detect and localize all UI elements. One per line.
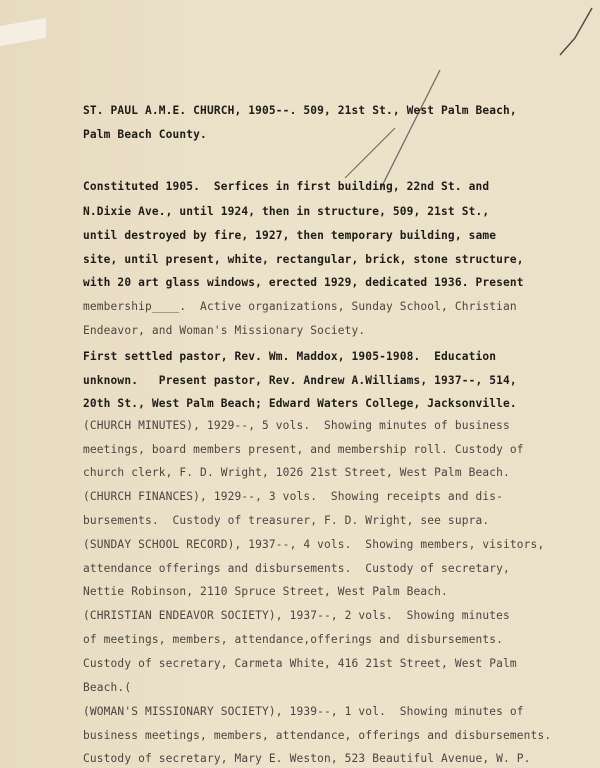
body-line: with 20 art glass windows, erected 1929, dedicated 1936. Present: [83, 276, 524, 289]
record-line: church clerk, F. D. Wright, 1026 21st Street, West Palm Beach.: [83, 466, 510, 479]
body-line: Constituted 1905. Serfices in first building, 22nd St. and: [83, 180, 490, 193]
record-line: (CHURCH MINUTES), 1929--, 5 vols. Showing minutes of business: [83, 419, 510, 432]
header-line-2: Palm Beach County.: [83, 128, 207, 141]
record-line: Custody of secretary, Mary E. Weston, 523 Beautiful Avenue, W. P.: [83, 752, 531, 765]
record-line: (SUNDAY SCHOOL RECORD), 1937--, 4 vols. Showing members, visitors,: [83, 538, 545, 551]
body-line: until destroyed by fire, 1927, then temporary building, same: [83, 229, 497, 242]
record-line: Beach.(: [83, 681, 132, 694]
record-line: meetings, board members present, and membership roll. Custody of: [83, 443, 524, 456]
record-line: attendance offerings and disbursements. Custody of secretary,: [83, 562, 510, 575]
header-line-1: ST. PAUL A.M.E. CHURCH, 1905--. 509, 21st St., West Palm Beach,: [83, 104, 517, 117]
record-line: Nettie Robinson, 2110 Spruce Street, West Palm Beach.: [83, 585, 448, 598]
record-line: (CHRISTIAN ENDEAVOR SOCIETY), 1937--, 2 vols. Showing minutes: [83, 609, 510, 622]
body-line: Endeavor, and Woman's Missionary Society.: [83, 324, 366, 337]
record-line: bursements. Custody of treasurer, F. D. Wright, see supra.: [83, 514, 490, 527]
record-line: of meetings, members, attendance,offerings and disbursements.: [83, 633, 504, 646]
body-line: site, until present, white, rectangular, brick, stone structure,: [83, 253, 524, 266]
pastor-line: First settled pastor, Rev. Wm. Maddox, 1905-1908. Education: [83, 350, 497, 363]
record-line: (CHURCH FINANCES), 1929--, 3 vols. Showing receipts and dis-: [83, 490, 504, 503]
tape-scrap: [0, 18, 46, 46]
record-line: Custody of secretary, Carmeta White, 416 21st Street, West Palm: [83, 657, 517, 670]
pastor-line: unknown. Present pastor, Rev. Andrew A.Williams, 1937--, 514,: [83, 374, 517, 387]
body-line: membership____. Active organizations, Sunday School, Christian: [83, 300, 517, 313]
record-line: business meetings, members, attendance, offerings and disbursements.: [83, 729, 552, 742]
pastor-line: 20th St., West Palm Beach; Edward Waters College, Jacksonville.: [83, 397, 517, 410]
record-line: (WOMAN'S MISSIONARY SOCIETY), 1939--, 1 vol. Showing minutes of: [83, 705, 524, 718]
body-line: N.Dixie Ave., until 1924, then in structure, 509, 21st St.,: [83, 205, 490, 218]
